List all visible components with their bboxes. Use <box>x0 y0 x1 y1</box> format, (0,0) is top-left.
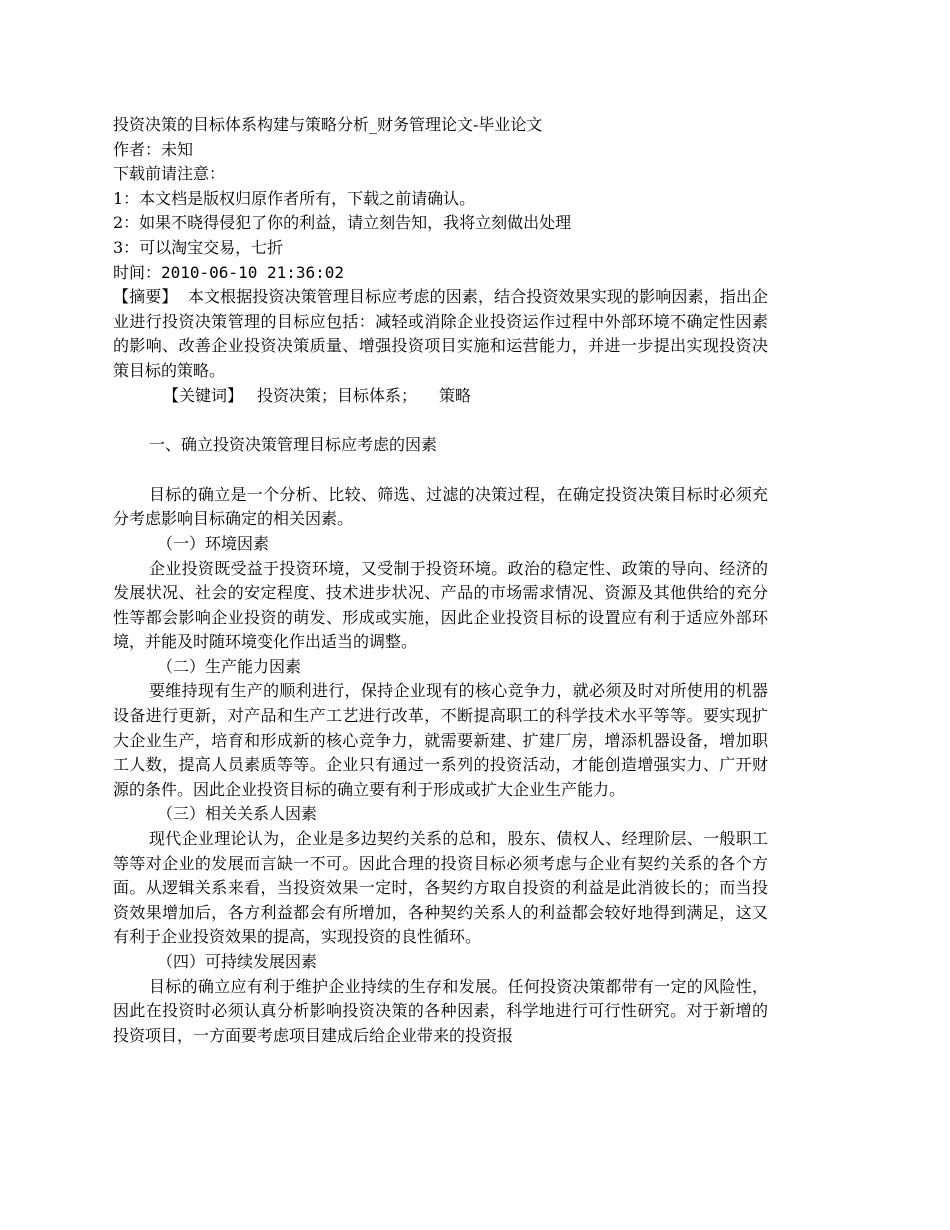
document-title: 投资决策的目标体系构建与策略分析_财务管理论文-毕业论文 <box>113 115 543 134</box>
subsection-text-stakeholders: 现代企业理论认为，企业是多边契约关系的总和，股东、债权人、经理阶层、一般职工等等对企业的发展而言缺一不可。因此合理的投资目标必须考虑与企业有契约关系的各个方面。从逻辑关系来看，当投资效果一定时，各契约方取自投资的利益是此消彼长的；而当投资效果增加后，各方利益都会有所增加，各种契约关系人的利益都会较好地得到满足，这又有利于企业投资效果的提高，实现投资的良性循环。 <box>113 829 768 947</box>
subsection-title-capacity: （二）生产能力因素 <box>157 656 302 676</box>
notice-item-2: 2：如果不晓得侵犯了你的利益，请立刻告知，我将立刻做出处理 <box>113 213 572 233</box>
notice-item-1: 1：本文档是版权归原作者所有，下载之前请确认。 <box>113 188 476 208</box>
keywords-label: 【关键词】 <box>163 385 244 405</box>
abstract-paragraph <box>113 285 768 383</box>
abstract-label: 【摘要】 <box>113 287 178 307</box>
subsection-text-environment: 企业投资既受益于投资环境，又受制于投资环境。政治的稳定性、政策的导向、经济的发展状况、社会的安定程度、技术进步状况、产品的市场需求情况、资源及其他供给的充分性等都会影响企业投资的萌发、形成或实施，因此企业投资目标的设置应有利于适应外部环境，并能及时随环境变化作出适当的调整。 <box>113 558 768 652</box>
keyword-3: 策略 <box>439 385 472 405</box>
subsection-title-sustainability: （四）可持续发展因素 <box>157 952 318 971</box>
section-heading: 一、确立投资决策管理目标应考虑的因素 <box>149 435 438 455</box>
subsection-title-environment: （一）环境因素 <box>157 533 270 553</box>
section-intro: 目标的确立是一个分析、比较、筛选、过滤的决策过程，在确定投资决策目标时必须充分考虑影响目标确定的相关因素。 <box>113 484 768 529</box>
keyword-1: 投资决策； <box>257 385 338 405</box>
subsection-title-stakeholders: （三）相关关系人因素 <box>157 804 318 824</box>
timestamp: 时间：2010-06-10 21:36:02 <box>113 262 345 282</box>
author-line: 作者：未知 <box>113 139 194 159</box>
keywords-line <box>113 384 768 409</box>
document-page <box>113 113 768 1048</box>
notice-item-3: 3：可以淘宝交易，七折 <box>113 237 284 257</box>
abstract-text: 本文根据投资决策管理目标应考虑的因素，结合投资效果实现的影响因素，指出企业进行投资决策管理的目标应包括：减轻或消除企业投资运作过程中外部环境不确定性因素的影响、改善企业投资决策质量、增强投资项目实施和运营能力，并进一步提出实现投资决策目标的策略。 <box>113 287 768 380</box>
subsection-text-capacity: 要维持现有生产的顺利进行，保持企业现有的核心竞争力，就必须及时对所使用的机器设备进行更新，对产品和生产工艺进行改革，不断提高职工的科学技术水平等等。要实现扩大企业生产，培育和形成新的核心竞争力，就需要新建、扩建厂房，增添机器设备，增加职工人数，提高人员素质等等。企业只有通过一系列的投资活动，才能创造增强实力、广开财源的条件。因此企业投资目标的确立要有利于形成或扩大企业生产能力。 <box>113 681 768 799</box>
keyword-2: 目标体系； <box>337 385 418 405</box>
subsection-text-sustainability: 目标的确立应有利于维护企业持续的生存和发展。任何投资决策都带有一定的风险性，因此在投资时必须认真分析影响投资决策的各种因素，科学地进行可行性研究。对于新增的投资项目，一方面要考虑项目建成后给企业带来的投资报 <box>113 976 768 1045</box>
notice-heading: 下载前请注意： <box>113 164 226 184</box>
